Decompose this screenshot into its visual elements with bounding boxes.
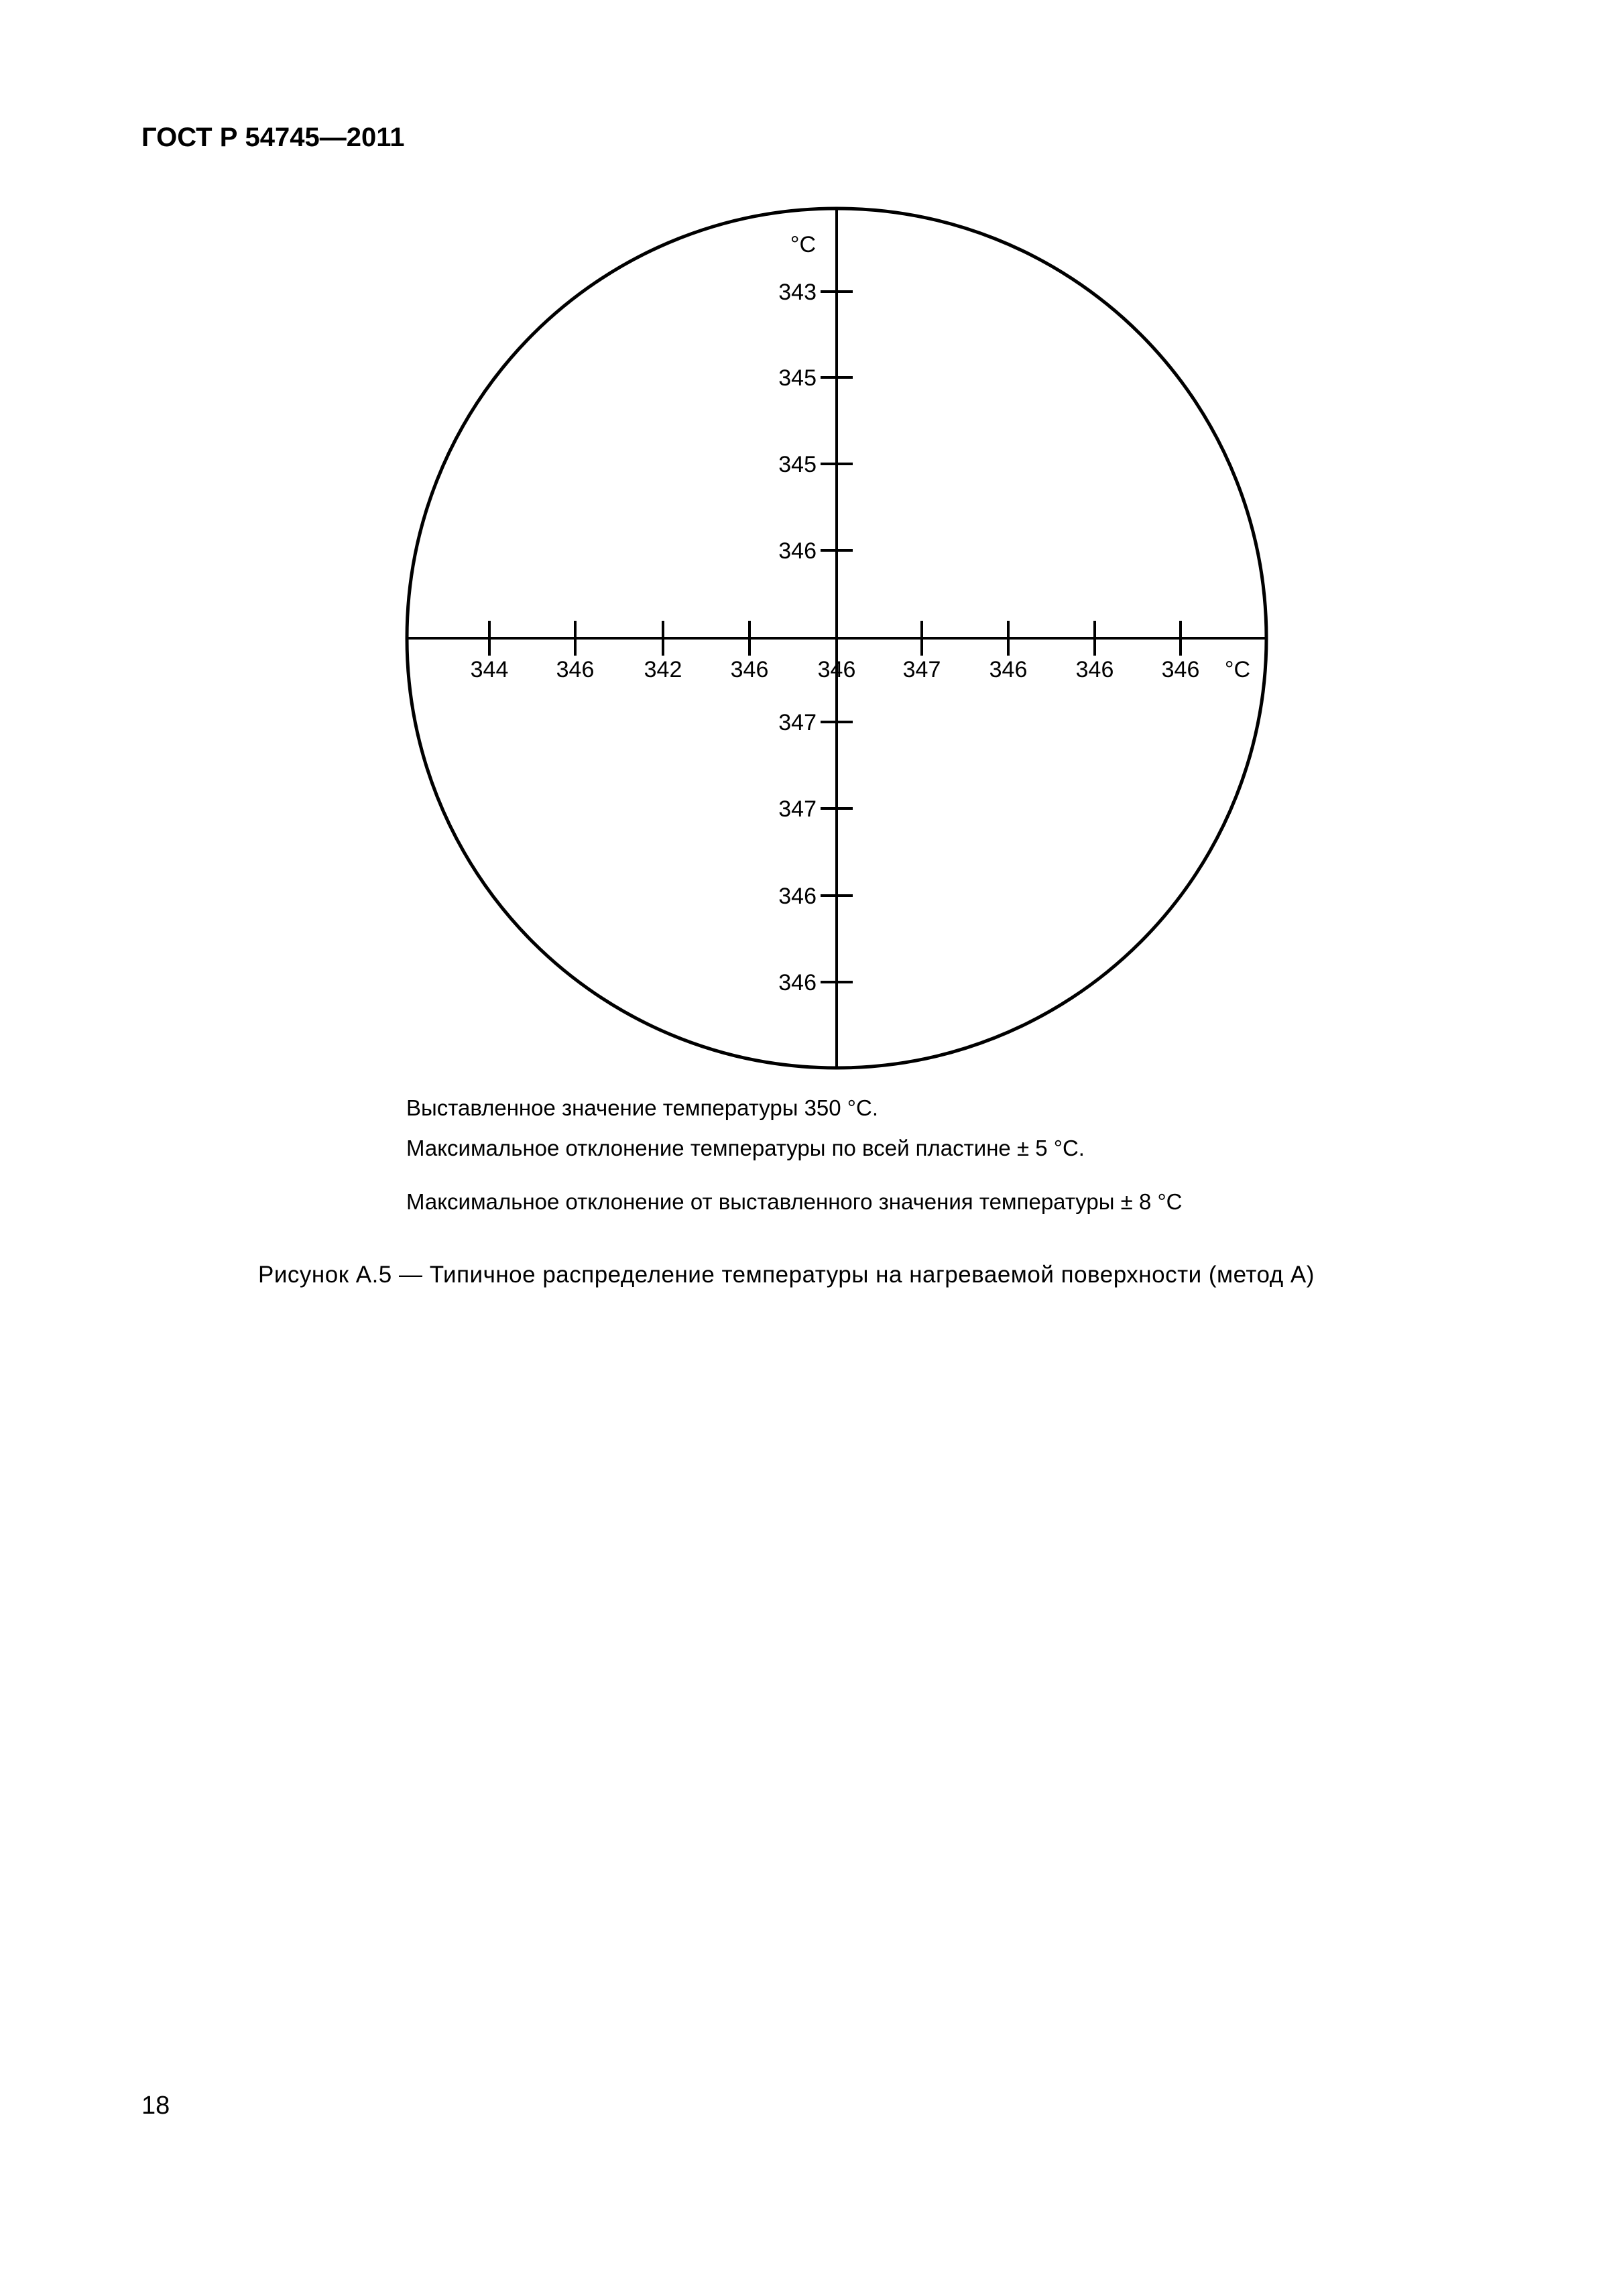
note-set-temperature: Выставленное значение температуры 350 °С.	[406, 1095, 879, 1120]
vertical-top-ticks	[778, 280, 853, 564]
vertical-bottom-tick-label: 347	[778, 796, 817, 822]
page-number: 18	[141, 2092, 170, 2120]
note-max-deviation-setpoint: Максимальное отклонение от выставленного значения температуры ± 8 °С	[406, 1189, 1183, 1214]
horizontal-tick-label: 346	[989, 657, 1028, 682]
horizontal-tick-label: 346	[1161, 657, 1200, 682]
vertical-top-tick-label: 346	[778, 538, 817, 564]
vertical-unit-label: °C	[790, 232, 817, 257]
note-max-deviation-plate: Максимальное отклонение температуры по всей пластине ± 5 °С.	[406, 1136, 1085, 1160]
vertical-top-tick-label: 343	[778, 280, 817, 305]
horizontal-tick-label: 342	[644, 657, 682, 682]
temperature-distribution-figure	[0, 0, 1623, 1140]
figure-caption: Рисунок А.5 — Типичное распределение температуры на нагреваемой поверхности (метод А)	[258, 1262, 1315, 1288]
horizontal-tick-label: 346	[730, 657, 769, 682]
vertical-top-tick-label: 345	[778, 452, 817, 477]
vertical-bottom-tick-label: 346	[778, 970, 817, 995]
horizontal-unit-label: °C	[1224, 657, 1251, 682]
vertical-bottom-ticks	[778, 710, 853, 995]
vertical-top-tick-label: 345	[778, 365, 817, 391]
vertical-bottom-tick-label: 346	[778, 884, 817, 909]
horizontal-tick-label: 347	[902, 657, 941, 682]
horizontal-ticks	[471, 621, 1200, 682]
horizontal-tick-label: 346	[556, 657, 595, 682]
document-header-code: ГОСТ Р 54745—2011	[141, 123, 405, 152]
vertical-bottom-tick-label: 347	[778, 710, 817, 735]
horizontal-tick-label: 346	[817, 657, 856, 682]
horizontal-tick-label: 344	[470, 657, 509, 682]
horizontal-tick-label: 346	[1075, 657, 1114, 682]
